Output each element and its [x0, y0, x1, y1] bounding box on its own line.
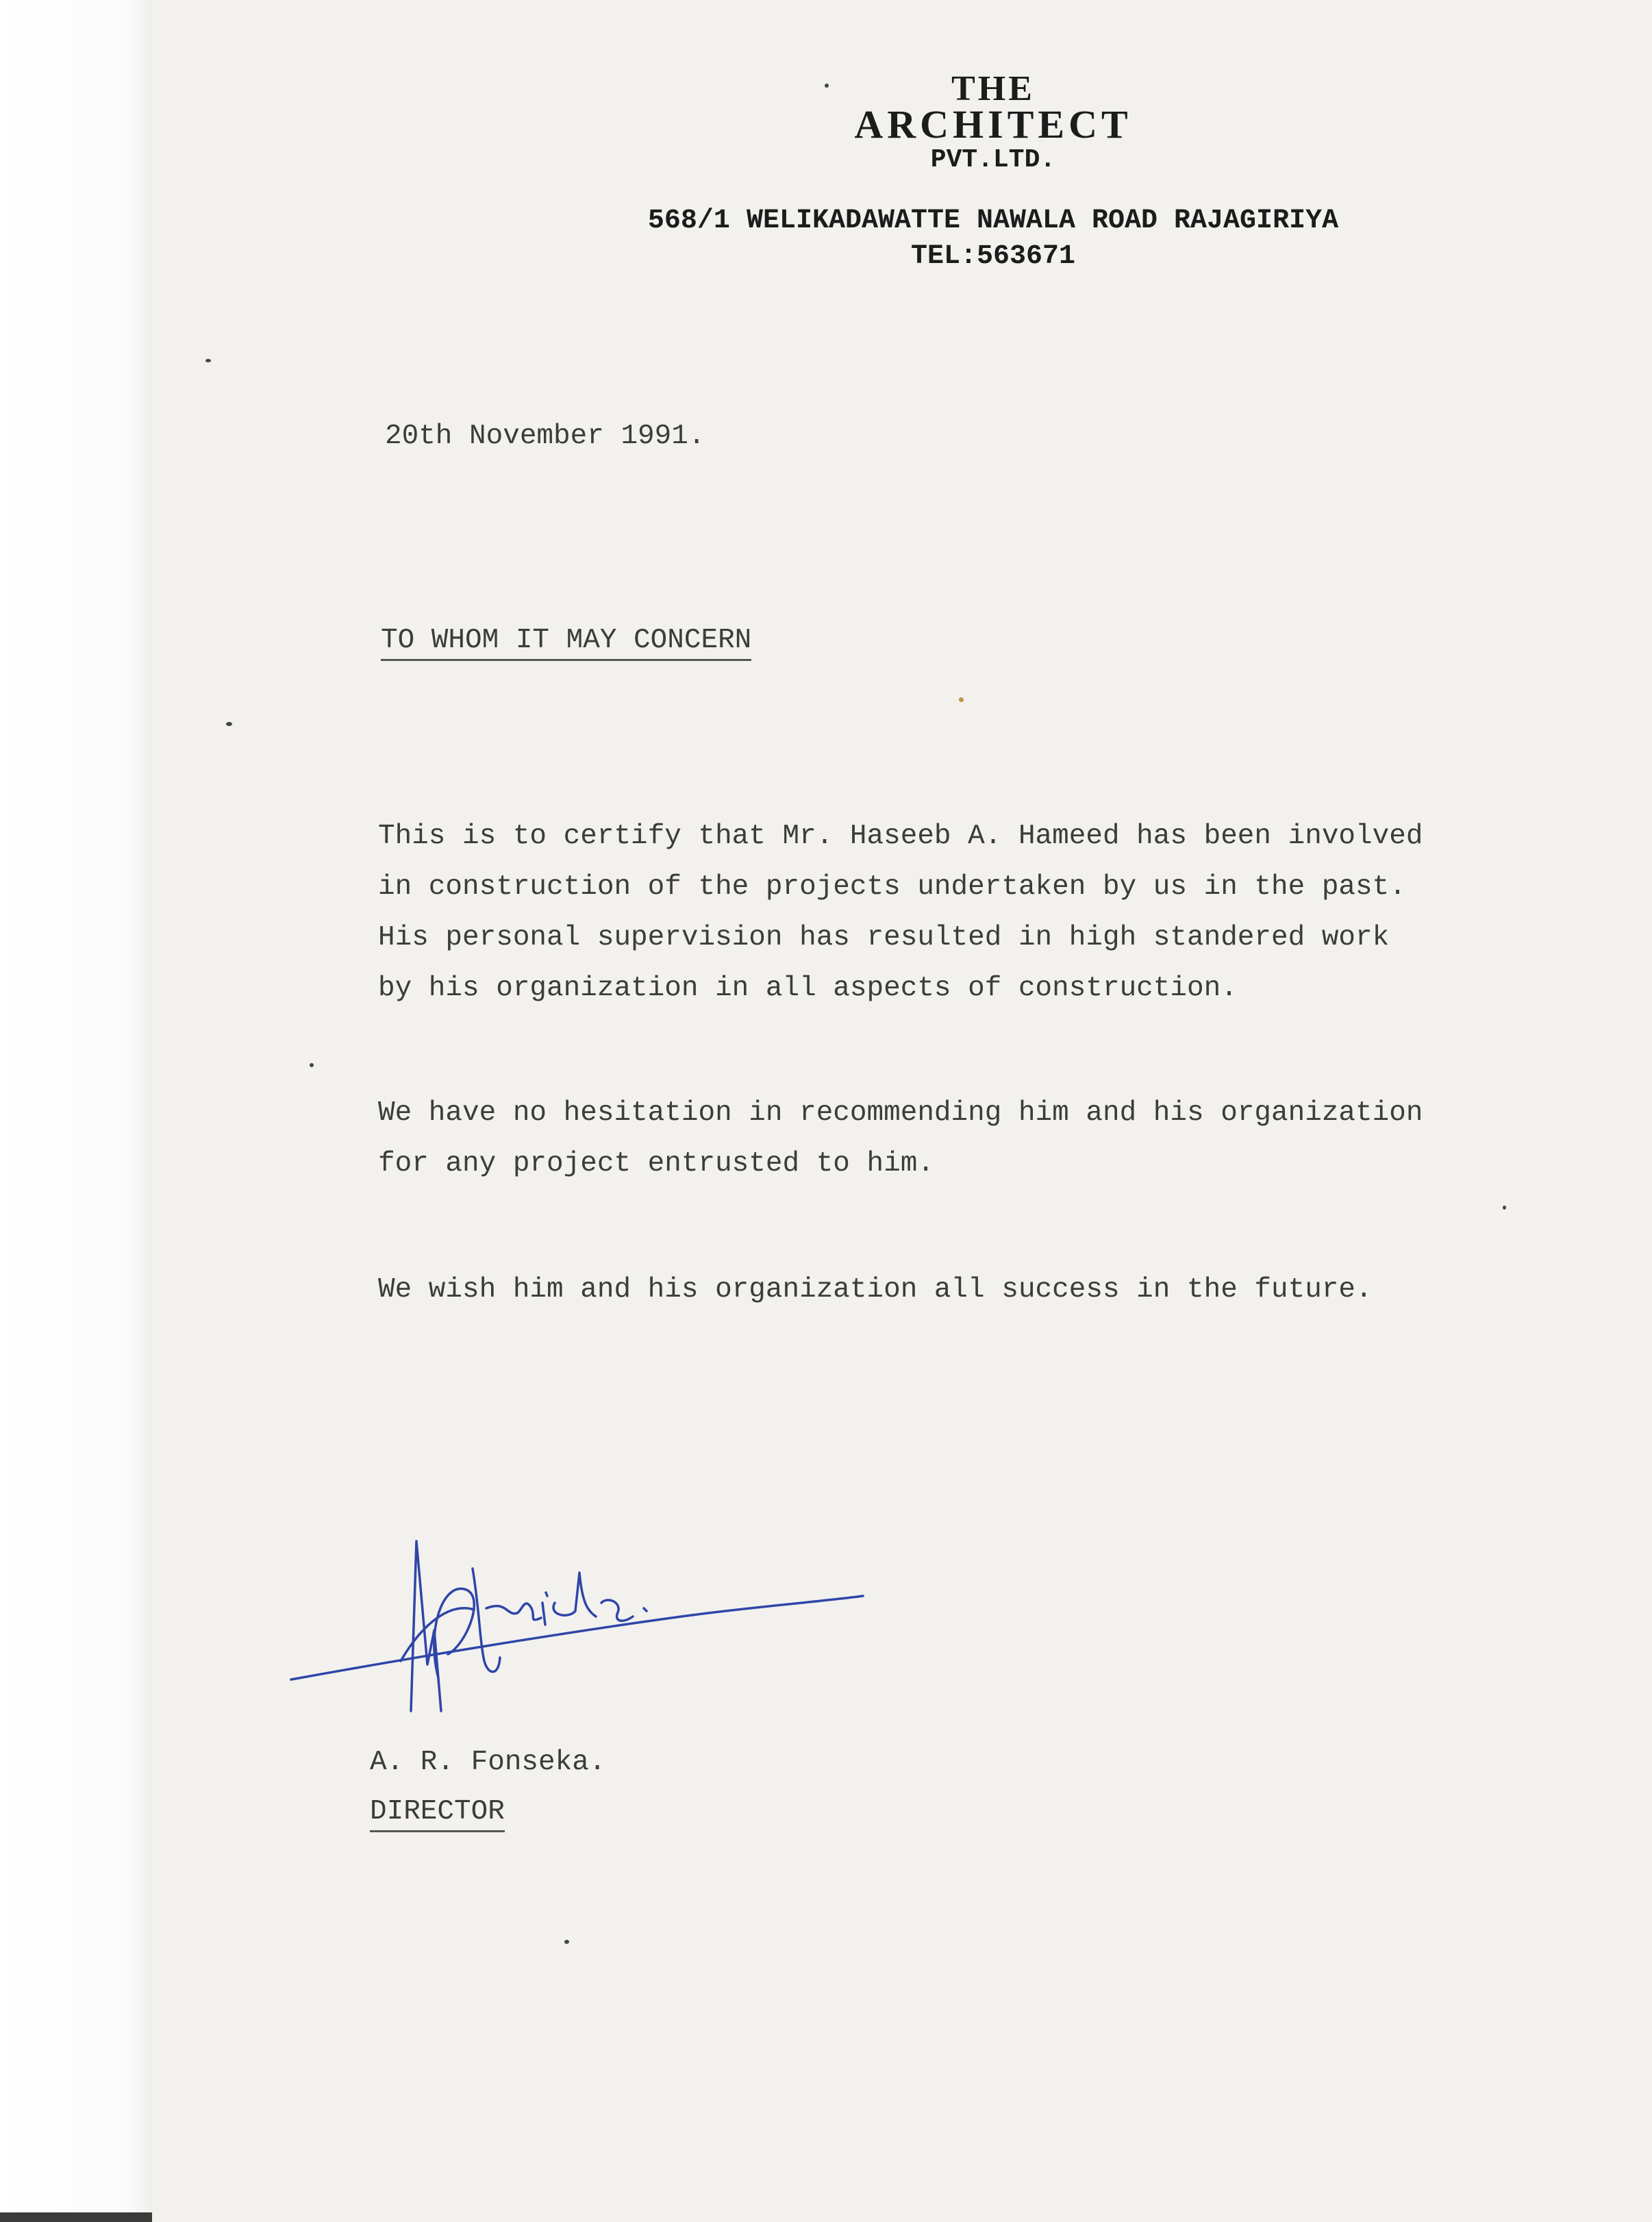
body-line: We wish him and his organization all success in the future.: [378, 1274, 1373, 1306]
body-paragraph-2: [378, 1088, 1423, 1189]
paper-speck: [825, 84, 829, 88]
handwritten-signature: [281, 1527, 877, 1733]
letter-date: 20th November 1991.: [385, 421, 705, 452]
paper-speck: [959, 697, 964, 702]
letterhead-line-the: THE: [951, 69, 1035, 108]
paper-speck: [564, 1940, 569, 1944]
signatory-name: A. R. Fonseka.: [370, 1747, 606, 1778]
letterhead-telephone: TEL:563671: [910, 241, 1076, 272]
letter-subject: TO WHOM IT MAY CONCERN: [381, 625, 751, 661]
body-line: by his organization in all aspects of construction.: [378, 973, 1238, 1004]
paper-speck: [226, 722, 232, 726]
body-line: We have no hesitation in recommending him and his organization: [378, 1097, 1423, 1129]
body-paragraph-1: [378, 811, 1423, 1014]
letterhead-address: 568/1 WELIKADAWATTE NAWALA ROAD RAJAGIRIYA: [647, 205, 1339, 236]
paper-speck: [205, 359, 211, 362]
body-line: This is to certify that Mr. Haseeb A. Hameed has been involved: [378, 821, 1423, 852]
letterhead-company-type: PVT.LTD.: [930, 145, 1056, 175]
letterhead-company-name: ARCHITECT: [854, 102, 1132, 147]
body-paragraph-3: [378, 1264, 1373, 1315]
signature-strokes: [291, 1541, 863, 1711]
body-line: in construction of the projects undertaken by us in the past.: [378, 871, 1406, 903]
signatory-title: DIRECTOR: [370, 1796, 505, 1832]
body-line: for any project entrusted to him.: [378, 1148, 934, 1179]
scan-bottom-edge: [0, 2212, 152, 2222]
paper-speck: [1503, 1206, 1506, 1210]
paper-speck: [310, 1063, 314, 1067]
body-line: His personal supervision has resulted in high standered work: [378, 922, 1390, 953]
scan-margin: [0, 0, 152, 2222]
